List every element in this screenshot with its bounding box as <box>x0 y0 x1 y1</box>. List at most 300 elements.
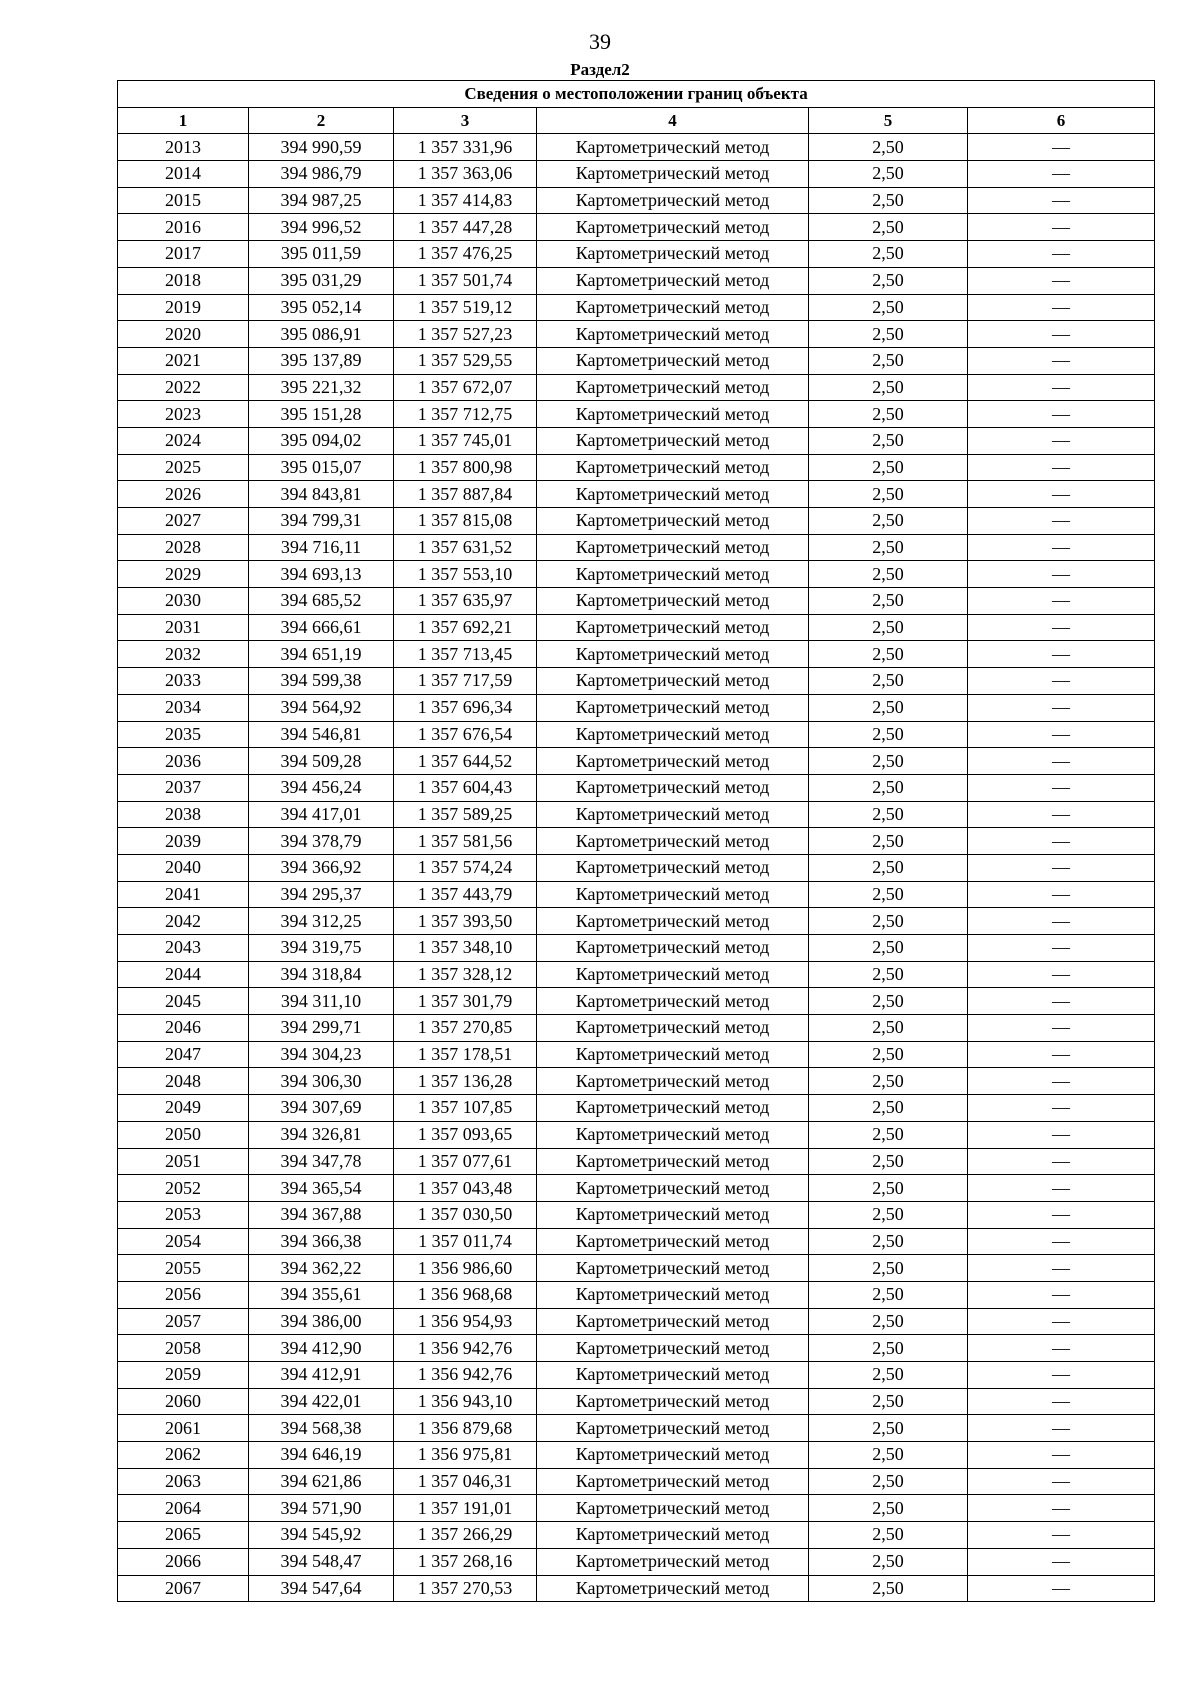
table-row <box>118 774 1155 801</box>
y-coordinate-cell: 1 357 363,06 <box>394 161 537 188</box>
point-number-cell: 2057 <box>118 1308 249 1335</box>
accuracy-cell: 2,50 <box>809 1041 968 1068</box>
accuracy-cell: 2,50 <box>809 1495 968 1522</box>
accuracy-cell: 2,50 <box>809 1228 968 1255</box>
accuracy-cell: 2,50 <box>809 748 968 775</box>
table-row <box>118 1388 1155 1415</box>
accuracy-cell: 2,50 <box>809 1468 968 1495</box>
method-cell: Картометрический метод <box>537 561 809 588</box>
y-coordinate-cell: 1 357 519,12 <box>394 294 537 321</box>
point-number-cell: 2038 <box>118 801 249 828</box>
accuracy-cell: 2,50 <box>809 347 968 374</box>
accuracy-cell: 2,50 <box>809 1281 968 1308</box>
description-cell: — <box>968 374 1155 401</box>
description-cell: — <box>968 1255 1155 1282</box>
table-row <box>118 854 1155 881</box>
description-cell: — <box>968 774 1155 801</box>
description-cell: — <box>968 534 1155 561</box>
method-cell: Картометрический метод <box>537 614 809 641</box>
x-coordinate-cell: 394 366,38 <box>249 1228 394 1255</box>
y-coordinate-cell: 1 357 713,45 <box>394 641 537 668</box>
table-caption: Сведения о местоположении границ объекта <box>118 81 1155 108</box>
accuracy-cell: 2,50 <box>809 1362 968 1389</box>
table-row <box>118 241 1155 268</box>
method-cell: Картометрический метод <box>537 161 809 188</box>
point-number-cell: 2018 <box>118 267 249 294</box>
table-row <box>118 294 1155 321</box>
y-coordinate-cell: 1 357 553,10 <box>394 561 537 588</box>
table-row <box>118 1362 1155 1389</box>
x-coordinate-cell: 394 304,23 <box>249 1041 394 1068</box>
x-coordinate-cell: 394 312,25 <box>249 908 394 935</box>
x-coordinate-cell: 394 355,61 <box>249 1281 394 1308</box>
description-cell: — <box>968 748 1155 775</box>
description-cell: — <box>968 1015 1155 1042</box>
table-row <box>118 694 1155 721</box>
x-coordinate-cell: 394 378,79 <box>249 828 394 855</box>
y-coordinate-cell: 1 357 589,25 <box>394 801 537 828</box>
x-coordinate-cell: 394 509,28 <box>249 748 394 775</box>
accuracy-cell: 2,50 <box>809 1201 968 1228</box>
accuracy-cell: 2,50 <box>809 294 968 321</box>
x-coordinate-cell: 394 386,00 <box>249 1308 394 1335</box>
y-coordinate-cell: 1 356 986,60 <box>394 1255 537 1282</box>
method-cell: Картометрический метод <box>537 1362 809 1389</box>
description-cell: — <box>968 1121 1155 1148</box>
y-coordinate-cell: 1 357 414,83 <box>394 187 537 214</box>
method-cell: Картометрический метод <box>537 267 809 294</box>
table-row <box>118 1201 1155 1228</box>
table-row <box>118 1575 1155 1602</box>
y-coordinate-cell: 1 357 815,08 <box>394 508 537 535</box>
accuracy-cell: 2,50 <box>809 1175 968 1202</box>
description-cell: — <box>968 588 1155 615</box>
method-cell: Картометрический метод <box>537 1015 809 1042</box>
column-number-row <box>118 107 1155 134</box>
accuracy-cell: 2,50 <box>809 241 968 268</box>
point-number-cell: 2051 <box>118 1148 249 1175</box>
description-cell: — <box>968 454 1155 481</box>
y-coordinate-cell: 1 356 975,81 <box>394 1442 537 1469</box>
table-row <box>118 374 1155 401</box>
description-cell: — <box>968 1468 1155 1495</box>
table-row <box>118 534 1155 561</box>
accuracy-cell: 2,50 <box>809 1148 968 1175</box>
x-coordinate-cell: 394 319,75 <box>249 935 394 962</box>
x-coordinate-cell: 394 990,59 <box>249 134 394 161</box>
method-cell: Картометрический метод <box>537 1281 809 1308</box>
table-body <box>118 134 1155 1602</box>
x-coordinate-cell: 394 347,78 <box>249 1148 394 1175</box>
x-coordinate-cell: 394 799,31 <box>249 508 394 535</box>
y-coordinate-cell: 1 357 745,01 <box>394 427 537 454</box>
x-coordinate-cell: 395 052,14 <box>249 294 394 321</box>
table-row <box>118 1308 1155 1335</box>
accuracy-cell: 2,50 <box>809 588 968 615</box>
description-cell: — <box>968 187 1155 214</box>
table-row <box>118 214 1155 241</box>
point-number-cell: 2050 <box>118 1121 249 1148</box>
point-number-cell: 2044 <box>118 961 249 988</box>
column-number: 4 <box>537 107 809 134</box>
method-cell: Картометрический метод <box>537 1041 809 1068</box>
table-row <box>118 161 1155 188</box>
point-number-cell: 2043 <box>118 935 249 962</box>
description-cell: — <box>968 988 1155 1015</box>
accuracy-cell: 2,50 <box>809 854 968 881</box>
y-coordinate-cell: 1 357 574,24 <box>394 854 537 881</box>
point-number-cell: 2039 <box>118 828 249 855</box>
point-number-cell: 2061 <box>118 1415 249 1442</box>
description-cell: — <box>968 828 1155 855</box>
accuracy-cell: 2,50 <box>809 694 968 721</box>
x-coordinate-cell: 394 318,84 <box>249 961 394 988</box>
method-cell: Картометрический метод <box>537 401 809 428</box>
table-row <box>118 988 1155 1015</box>
point-number-cell: 2041 <box>118 881 249 908</box>
y-coordinate-cell: 1 356 954,93 <box>394 1308 537 1335</box>
point-number-cell: 2067 <box>118 1575 249 1602</box>
table-row <box>118 828 1155 855</box>
point-number-cell: 2019 <box>118 294 249 321</box>
x-coordinate-cell: 395 031,29 <box>249 267 394 294</box>
table-row <box>118 454 1155 481</box>
y-coordinate-cell: 1 357 077,61 <box>394 1148 537 1175</box>
y-coordinate-cell: 1 357 270,85 <box>394 1015 537 1042</box>
accuracy-cell: 2,50 <box>809 454 968 481</box>
accuracy-cell: 2,50 <box>809 1415 968 1442</box>
method-cell: Картометрический метод <box>537 1442 809 1469</box>
x-coordinate-cell: 394 365,54 <box>249 1175 394 1202</box>
x-coordinate-cell: 394 299,71 <box>249 1015 394 1042</box>
point-number-cell: 2021 <box>118 347 249 374</box>
point-number-cell: 2064 <box>118 1495 249 1522</box>
point-number-cell: 2026 <box>118 481 249 508</box>
accuracy-cell: 2,50 <box>809 961 968 988</box>
accuracy-cell: 2,50 <box>809 614 968 641</box>
y-coordinate-cell: 1 357 136,28 <box>394 1068 537 1095</box>
y-coordinate-cell: 1 356 879,68 <box>394 1415 537 1442</box>
point-number-cell: 2027 <box>118 508 249 535</box>
method-cell: Картометрический метод <box>537 961 809 988</box>
table-row <box>118 1522 1155 1549</box>
x-coordinate-cell: 394 646,19 <box>249 1442 394 1469</box>
method-cell: Картометрический метод <box>537 134 809 161</box>
x-coordinate-cell: 394 571,90 <box>249 1495 394 1522</box>
point-number-cell: 2065 <box>118 1522 249 1549</box>
x-coordinate-cell: 394 564,92 <box>249 694 394 721</box>
point-number-cell: 2013 <box>118 134 249 161</box>
accuracy-cell: 2,50 <box>809 908 968 935</box>
y-coordinate-cell: 1 357 676,54 <box>394 721 537 748</box>
x-coordinate-cell: 395 151,28 <box>249 401 394 428</box>
point-number-cell: 2016 <box>118 214 249 241</box>
point-number-cell: 2036 <box>118 748 249 775</box>
method-cell: Картометрический метод <box>537 881 809 908</box>
table-row <box>118 1068 1155 1095</box>
y-coordinate-cell: 1 357 107,85 <box>394 1095 537 1122</box>
description-cell: — <box>968 294 1155 321</box>
description-cell: — <box>968 908 1155 935</box>
x-coordinate-cell: 394 693,13 <box>249 561 394 588</box>
point-number-cell: 2030 <box>118 588 249 615</box>
description-cell: — <box>968 721 1155 748</box>
point-number-cell: 2037 <box>118 774 249 801</box>
point-number-cell: 2053 <box>118 1201 249 1228</box>
table-row <box>118 1548 1155 1575</box>
point-number-cell: 2020 <box>118 321 249 348</box>
table-row <box>118 1415 1155 1442</box>
accuracy-cell: 2,50 <box>809 988 968 1015</box>
y-coordinate-cell: 1 357 476,25 <box>394 241 537 268</box>
y-coordinate-cell: 1 357 581,56 <box>394 828 537 855</box>
table-row <box>118 508 1155 535</box>
table-row <box>118 1281 1155 1308</box>
x-coordinate-cell: 394 362,22 <box>249 1255 394 1282</box>
point-number-cell: 2048 <box>118 1068 249 1095</box>
x-coordinate-cell: 395 137,89 <box>249 347 394 374</box>
point-number-cell: 2063 <box>118 1468 249 1495</box>
accuracy-cell: 2,50 <box>809 1121 968 1148</box>
accuracy-cell: 2,50 <box>809 427 968 454</box>
method-cell: Картометрический метод <box>537 454 809 481</box>
description-cell: — <box>968 401 1155 428</box>
column-number: 5 <box>809 107 968 134</box>
y-coordinate-cell: 1 356 968,68 <box>394 1281 537 1308</box>
point-number-cell: 2059 <box>118 1362 249 1389</box>
method-cell: Картометрический метод <box>537 1548 809 1575</box>
method-cell: Картометрический метод <box>537 241 809 268</box>
method-cell: Картометрический метод <box>537 854 809 881</box>
y-coordinate-cell: 1 357 527,23 <box>394 321 537 348</box>
method-cell: Картометрический метод <box>537 1095 809 1122</box>
table-row <box>118 1015 1155 1042</box>
point-number-cell: 2055 <box>118 1255 249 1282</box>
accuracy-cell: 2,50 <box>809 481 968 508</box>
y-coordinate-cell: 1 357 644,52 <box>394 748 537 775</box>
table-row <box>118 1041 1155 1068</box>
description-cell: — <box>968 241 1155 268</box>
description-cell: — <box>968 1201 1155 1228</box>
boundary-coordinates-table <box>117 80 1155 1602</box>
y-coordinate-cell: 1 357 529,55 <box>394 347 537 374</box>
method-cell: Картометрический метод <box>537 508 809 535</box>
description-cell: — <box>968 881 1155 908</box>
point-number-cell: 2056 <box>118 1281 249 1308</box>
method-cell: Картометрический метод <box>537 1068 809 1095</box>
table-row <box>118 1255 1155 1282</box>
table-row <box>118 1148 1155 1175</box>
y-coordinate-cell: 1 357 393,50 <box>394 908 537 935</box>
y-coordinate-cell: 1 357 712,75 <box>394 401 537 428</box>
accuracy-cell: 2,50 <box>809 134 968 161</box>
y-coordinate-cell: 1 357 270,53 <box>394 1575 537 1602</box>
description-cell: — <box>968 1575 1155 1602</box>
table-row <box>118 561 1155 588</box>
accuracy-cell: 2,50 <box>809 534 968 561</box>
x-coordinate-cell: 395 011,59 <box>249 241 394 268</box>
x-coordinate-cell: 394 422,01 <box>249 1388 394 1415</box>
method-cell: Картометрический метод <box>537 214 809 241</box>
table-row <box>118 321 1155 348</box>
x-coordinate-cell: 394 986,79 <box>249 161 394 188</box>
method-cell: Картометрический метод <box>537 908 809 935</box>
y-coordinate-cell: 1 356 942,76 <box>394 1362 537 1389</box>
x-coordinate-cell: 394 367,88 <box>249 1201 394 1228</box>
y-coordinate-cell: 1 357 887,84 <box>394 481 537 508</box>
y-coordinate-cell: 1 357 672,07 <box>394 374 537 401</box>
accuracy-cell: 2,50 <box>809 1575 968 1602</box>
y-coordinate-cell: 1 357 501,74 <box>394 267 537 294</box>
x-coordinate-cell: 394 412,91 <box>249 1362 394 1389</box>
y-coordinate-cell: 1 357 800,98 <box>394 454 537 481</box>
method-cell: Картометрический метод <box>537 1121 809 1148</box>
point-number-cell: 2032 <box>118 641 249 668</box>
accuracy-cell: 2,50 <box>809 214 968 241</box>
method-cell: Картометрический метод <box>537 1308 809 1335</box>
x-coordinate-cell: 394 651,19 <box>249 641 394 668</box>
method-cell: Картометрический метод <box>537 935 809 962</box>
point-number-cell: 2022 <box>118 374 249 401</box>
x-coordinate-cell: 394 307,69 <box>249 1095 394 1122</box>
description-cell: — <box>968 1175 1155 1202</box>
x-coordinate-cell: 394 545,92 <box>249 1522 394 1549</box>
method-cell: Картометрический метод <box>537 321 809 348</box>
table-row <box>118 1121 1155 1148</box>
description-cell: — <box>968 561 1155 588</box>
table-row <box>118 935 1155 962</box>
table-row <box>118 881 1155 908</box>
accuracy-cell: 2,50 <box>809 828 968 855</box>
accuracy-cell: 2,50 <box>809 801 968 828</box>
table-row <box>118 1095 1155 1122</box>
point-number-cell: 2060 <box>118 1388 249 1415</box>
method-cell: Картометрический метод <box>537 187 809 214</box>
method-cell: Картометрический метод <box>537 774 809 801</box>
table-row <box>118 187 1155 214</box>
method-cell: Картометрический метод <box>537 1228 809 1255</box>
point-number-cell: 2031 <box>118 614 249 641</box>
y-coordinate-cell: 1 357 696,34 <box>394 694 537 721</box>
description-cell: — <box>968 854 1155 881</box>
description-cell: — <box>968 161 1155 188</box>
table-caption-row <box>118 81 1155 108</box>
y-coordinate-cell: 1 357 093,65 <box>394 1121 537 1148</box>
description-cell: — <box>968 1415 1155 1442</box>
method-cell: Картометрический метод <box>537 1175 809 1202</box>
description-cell: — <box>968 1041 1155 1068</box>
method-cell: Картометрический метод <box>537 1415 809 1442</box>
y-coordinate-cell: 1 357 191,01 <box>394 1495 537 1522</box>
description-cell: — <box>968 1148 1155 1175</box>
description-cell: — <box>968 508 1155 535</box>
accuracy-cell: 2,50 <box>809 321 968 348</box>
method-cell: Картометрический метод <box>537 694 809 721</box>
y-coordinate-cell: 1 357 692,21 <box>394 614 537 641</box>
x-coordinate-cell: 394 311,10 <box>249 988 394 1015</box>
method-cell: Картометрический метод <box>537 588 809 615</box>
method-cell: Картометрический метод <box>537 427 809 454</box>
table-row <box>118 908 1155 935</box>
y-coordinate-cell: 1 356 943,10 <box>394 1388 537 1415</box>
x-coordinate-cell: 394 599,38 <box>249 668 394 695</box>
accuracy-cell: 2,50 <box>809 641 968 668</box>
description-cell: — <box>968 214 1155 241</box>
x-coordinate-cell: 394 685,52 <box>249 588 394 615</box>
accuracy-cell: 2,50 <box>809 721 968 748</box>
table-row <box>118 1495 1155 1522</box>
point-number-cell: 2014 <box>118 161 249 188</box>
x-coordinate-cell: 394 412,90 <box>249 1335 394 1362</box>
x-coordinate-cell: 394 843,81 <box>249 481 394 508</box>
description-cell: — <box>968 1362 1155 1389</box>
accuracy-cell: 2,50 <box>809 1255 968 1282</box>
x-coordinate-cell: 394 987,25 <box>249 187 394 214</box>
description-cell: — <box>968 935 1155 962</box>
table-row <box>118 1228 1155 1255</box>
point-number-cell: 2028 <box>118 534 249 561</box>
accuracy-cell: 2,50 <box>809 1442 968 1469</box>
column-number: 2 <box>249 107 394 134</box>
method-cell: Картометрический метод <box>537 988 809 1015</box>
table-row <box>118 427 1155 454</box>
table-row <box>118 721 1155 748</box>
accuracy-cell: 2,50 <box>809 508 968 535</box>
column-number: 1 <box>118 107 249 134</box>
column-number: 6 <box>968 107 1155 134</box>
description-cell: — <box>968 321 1155 348</box>
y-coordinate-cell: 1 357 443,79 <box>394 881 537 908</box>
table-row <box>118 481 1155 508</box>
y-coordinate-cell: 1 357 717,59 <box>394 668 537 695</box>
description-cell: — <box>968 1281 1155 1308</box>
method-cell: Картометрический метод <box>537 748 809 775</box>
x-coordinate-cell: 394 295,37 <box>249 881 394 908</box>
description-cell: — <box>968 1068 1155 1095</box>
table-row <box>118 267 1155 294</box>
method-cell: Картометрический метод <box>537 534 809 561</box>
y-coordinate-cell: 1 357 604,43 <box>394 774 537 801</box>
table-row <box>118 748 1155 775</box>
x-coordinate-cell: 394 456,24 <box>249 774 394 801</box>
x-coordinate-cell: 394 306,30 <box>249 1068 394 1095</box>
description-cell: — <box>968 694 1155 721</box>
description-cell: — <box>968 801 1155 828</box>
y-coordinate-cell: 1 357 043,48 <box>394 1175 537 1202</box>
table-row <box>118 1468 1155 1495</box>
accuracy-cell: 2,50 <box>809 187 968 214</box>
method-cell: Картометрический метод <box>537 1468 809 1495</box>
section-title: Раздел2 <box>570 60 630 79</box>
method-cell: Картометрический метод <box>537 374 809 401</box>
description-cell: — <box>968 347 1155 374</box>
y-coordinate-cell: 1 357 447,28 <box>394 214 537 241</box>
accuracy-cell: 2,50 <box>809 1548 968 1575</box>
accuracy-cell: 2,50 <box>809 561 968 588</box>
description-cell: — <box>968 134 1155 161</box>
x-coordinate-cell: 395 015,07 <box>249 454 394 481</box>
point-number-cell: 2029 <box>118 561 249 588</box>
point-number-cell: 2062 <box>118 1442 249 1469</box>
x-coordinate-cell: 394 568,38 <box>249 1415 394 1442</box>
method-cell: Картометрический метод <box>537 1575 809 1602</box>
description-cell: — <box>968 1495 1155 1522</box>
point-number-cell: 2025 <box>118 454 249 481</box>
description-cell: — <box>968 1522 1155 1549</box>
x-coordinate-cell: 394 548,47 <box>249 1548 394 1575</box>
description-cell: — <box>968 961 1155 988</box>
method-cell: Картометрический метод <box>537 347 809 374</box>
